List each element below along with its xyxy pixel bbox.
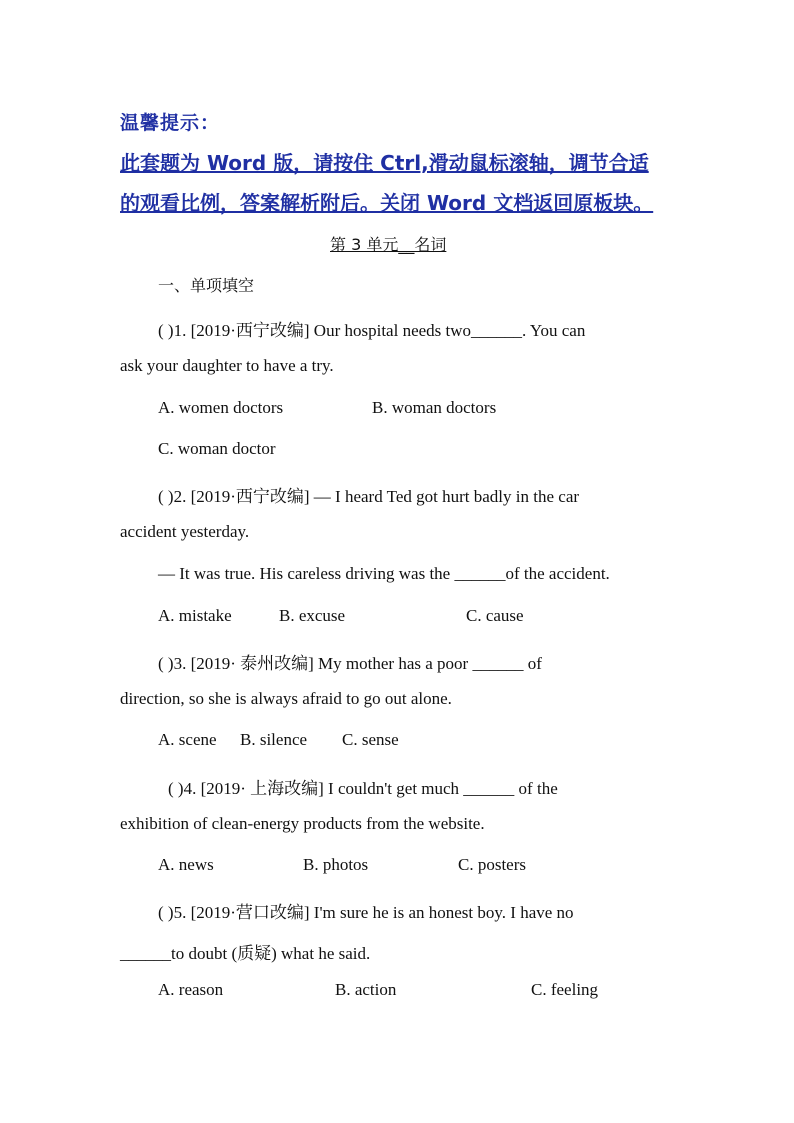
question-3-option-a: A. scene [158, 730, 217, 749]
question-1-stem-line-2: ask your daughter to have a try. [120, 356, 334, 375]
question-3-option-b: B. silence [240, 730, 308, 749]
notice-heading: 温馨提示： [120, 112, 221, 134]
question-4-option-a: A. news [158, 855, 214, 874]
question-2-stem-line-2: accident yesterday. [120, 522, 250, 541]
question-1-option-b: B. woman doctors [372, 398, 497, 417]
question-3-option-c: C. sense [342, 730, 399, 749]
question-4-stem-line-1: ( )4. [2019· 上海改编] I couldn't get much ______ of the [168, 779, 558, 798]
question-4-option-b: B. photos [303, 855, 369, 874]
question-3-stem-line-1: ( )3. [2019· 泰州改编] My mother has a poor ______ of [158, 654, 542, 673]
question-2-option-c: C. cause [466, 606, 524, 625]
question-4-stem-line-2: exhibition of clean-energy products from the website. [120, 814, 485, 833]
question-5-stem-line-1: ( )5. [2019·营口改编] I'm sure he is an honest boy. I have no [158, 903, 574, 922]
question-4-option-c: C. posters [458, 855, 526, 874]
question-3-stem-line-2: direction, so she is always afraid to go out alone. [120, 689, 452, 708]
question-5-option-a: A. reason [158, 980, 224, 999]
notice-line-2: 的观看比例，答案解析附后。关闭 Word 文档返回原板块。 [120, 191, 654, 215]
question-2-stem-line-1: ( )2. [2019·西宁改编] — I heard Ted got hurt badly in the car [158, 487, 580, 506]
question-2-stem-line-3: — It was true. His careless driving was the ______of the accident. [158, 564, 610, 583]
unit-title: 第 3 单元__名词 [330, 235, 447, 254]
question-2-option-a: A. mistake [158, 606, 232, 625]
question-5-option-b: B. action [335, 980, 397, 999]
question-1-option-a: A. women doctors [158, 398, 284, 417]
question-5-stem-line-2: ______to doubt (质疑) what he said. [120, 944, 371, 963]
section-title: 一、单项填空 [158, 276, 255, 295]
question-2-option-b: B. excuse [279, 606, 346, 625]
notice-line-1: 此套题为 Word 版，请按住 Ctrl,滑动鼠标滚轴，调节合适 [120, 151, 649, 175]
question-1-option-c: C. woman doctor [158, 439, 276, 458]
question-5-option-c: C. feeling [531, 980, 599, 999]
question-1-stem-line-1: ( )1. [2019·西宁改编] Our hospital needs two______. You can [158, 321, 586, 340]
